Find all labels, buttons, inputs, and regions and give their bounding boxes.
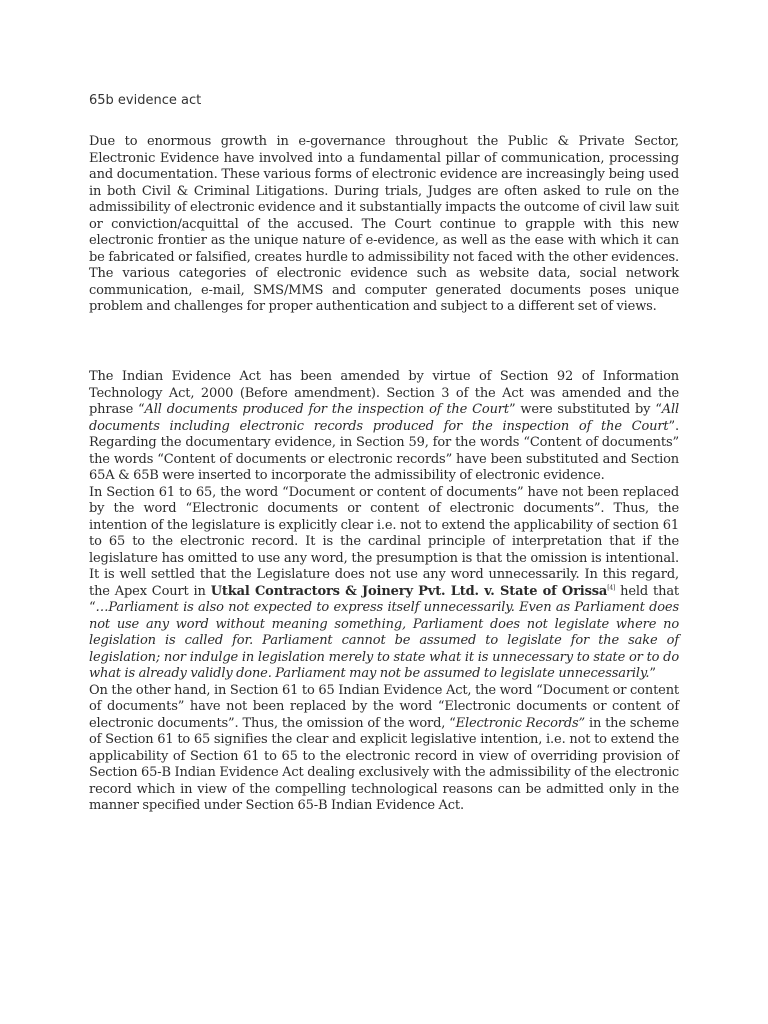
intro-paragraph: Due to enormous growth in e-governance throughout the Public & Private Sector, Electronic Evidence have involved into a fundamental pillar of communication, processing and documentation. These various forms of electronic evidence are increasingly being used in both Civil & Criminal Litigations. During trials, Judges are often asked to rule on the admissibility of electronic evidence and it substantially impacts the outcome of civil law suit or conviction/acquittal of the accused. The Court continue to grapple with this new electronic frontier as the unique nature of e-evidence, as well as the ease with which it can be fabricated or falsified, creates hurdle to admissibility not faced with the other evidences. The various categories of electronic evidence such as website data, social network communication, e-mail, SMS/MMS and computer generated documents poses unique problem and challenges for proper authentication and subject to a different set of views.	[89, 134, 679, 314]
document-title: 65b evidence act	[89, 93, 202, 108]
court-quote: …Parliament is also not expected to express itself unnecessarily. Even as Parliament does not use any word without meaning something, Parliament does not legislate where no legislation is called for. Parliament cannot be assumed to legislate for the sake of legislation; nor indulge in legislation merely to state what it is unnecessary to state or to do what is already validly done. Parliament may not be assumed to legislate unnecessarily.	[89, 600, 679, 681]
original-phrase: All documents produced for the inspection of the Court	[144, 402, 509, 417]
section-61-65-text: held that “	[89, 583, 679, 615]
amendment-paragraph	[89, 369, 679, 815]
other-hand-text: in the scheme of Section 61 to 65 signifies the clear and explicit legislative intention, i.e. not to extend the applicability of Section 61 to 65 to the electronic record in view of overriding provision of Section 65-B Indian Evidence Act dealing exclusively with the admissibility of the electronic record which in view of the compelling technological reasons can be admitted only in the manner specified under Section 65-B Indian Evidence Act.	[89, 715, 679, 813]
amendment-text: ” were substituted by “	[508, 402, 662, 417]
footnote-reference: [4]	[607, 584, 616, 592]
amendment-text: ”. Regarding the documentary evidence, in Section 59, for the words “Content of documents” the words “Content of documents or electronic records” have been substituted and Section 65A & 65B were inserted to incorporate the admissibility of electronic evidence.	[89, 418, 679, 483]
other-hand-text: On the other hand, in Section 61 to 65 Indian Evidence Act, the word “Document or content of documents” have not been replaced by the word “Electronic documents or content of electronic documents”. Thus, the omission of the word, “	[89, 682, 679, 731]
amendment-text: The Indian Evidence Act has been amended by virtue of Section 92 of Information Technology Act, 2000 (Before amendment). Section 3 of the Act was amended and the phrase “	[89, 369, 679, 417]
section-61-65-text: In Section 61 to 65, the word “Document or content of documents” have not been replaced by the word “Electronic documents or content of electronic documents”. Thus, the intention of the legislature is explicitly clear i.e. not to extend the applicability of section 61 to 65 to the electronic record. It is the cardinal principle of interpretation that if the legislature has omitted to use any word, the presumption is that the omission is intentional. It is well settled that the Legislature does not use any word unnecessarily. In this regard, the Apex Court in	[89, 484, 679, 599]
electronic-records-phrase: Electronic Records”	[455, 715, 586, 731]
quote-close: ”	[649, 666, 656, 681]
substituted-phrase: All documents including electronic records produced for the inspection of the Court	[89, 402, 679, 434]
case-name: Utkal Contractors & Joinery Pvt. Ltd. v. State of Orissa	[210, 583, 608, 599]
